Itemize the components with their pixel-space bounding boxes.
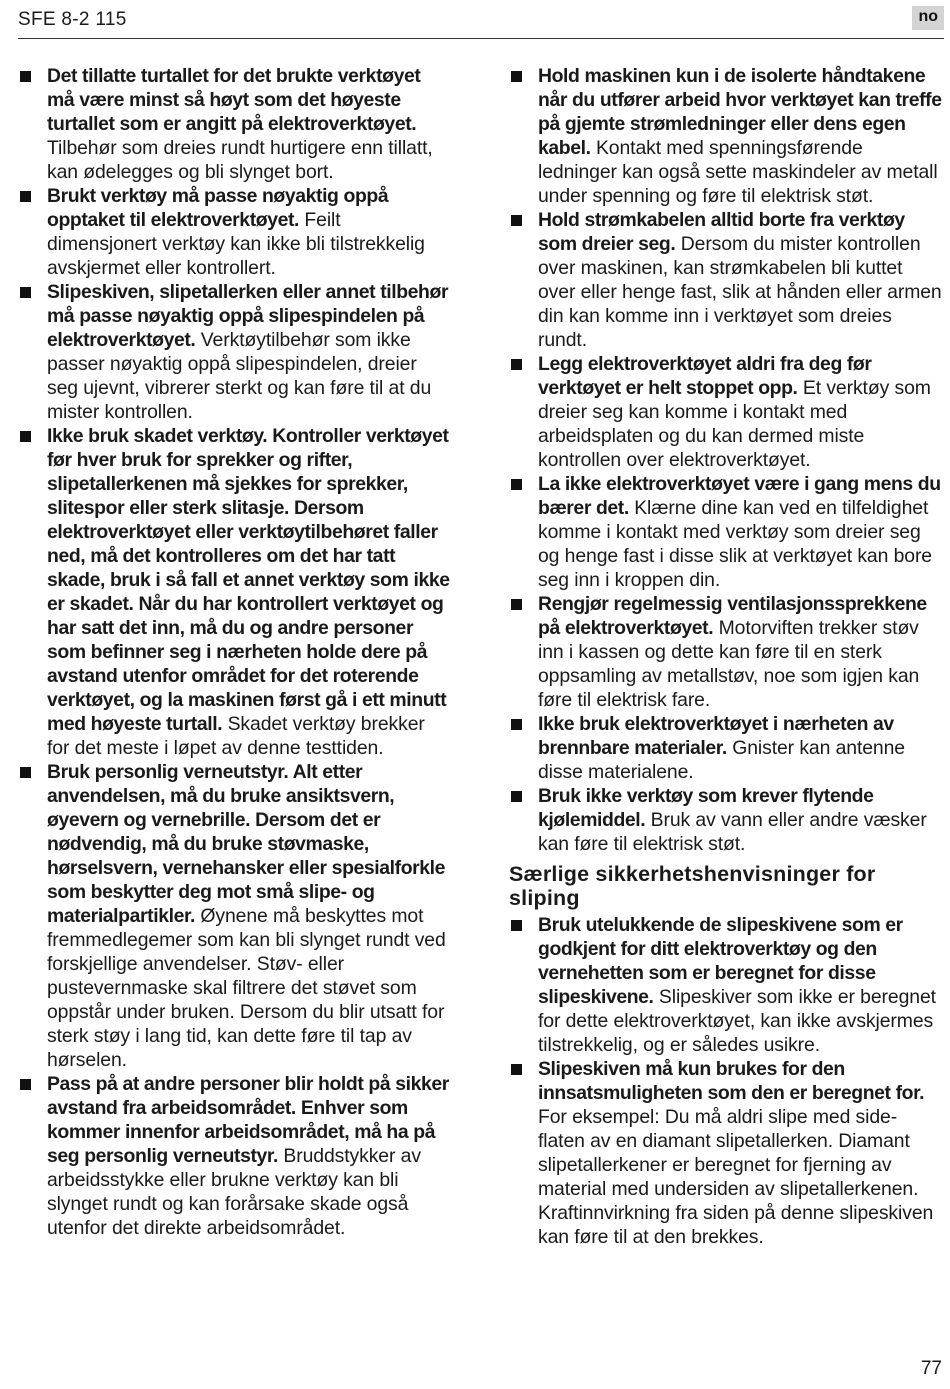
- item-text: Dersom du mister kontrollen over maskinen, kan strømkabelen bli kuttet over eller henge fast, slik at hånden eller armen din kan komme inn i verktøyet som dreies rundt.: [538, 233, 942, 351]
- document-code: SFE 8-2 115: [18, 9, 127, 30]
- item-text: For eksempel: Du må aldri slipe med side-flaten av en diamant slipetallerken. Diamant slipetallerkener er beregnet for fjerning av material med undersiden av slipetallerkenen. Kraftinnvirkning fra siden på denne slipeskiven kan føre til at den brekkes.: [538, 1106, 934, 1248]
- item-text: Skadet verktøy brekker for det meste i løpet av denne testtiden.: [47, 713, 425, 759]
- safety-item: [509, 352, 942, 472]
- safety-item: [18, 760, 450, 1072]
- square-bullet-icon: [511, 71, 522, 82]
- item-bold-text: Bruk utelukkende de slipeskivene som er godkjent for ditt elektroverktøy og den vernehetten som er beregnet for disse slipeskivene.: [538, 914, 903, 1008]
- square-bullet-icon: [511, 1064, 522, 1075]
- square-bullet-icon: [20, 1079, 31, 1090]
- item-bold-text: Bruk ikke verktøy som krever flytende kjølemiddel.: [538, 785, 874, 831]
- item-bold-text: Ikke bruk elektroverktøyet i nærheten av brennbare materialer.: [538, 713, 894, 759]
- square-bullet-icon: [511, 479, 522, 490]
- item-bold-text: Pass på at andre personer blir holdt på sikker avstand fra arbeidsområdet. Enhver som kommer innenfor arbeidsområdet, må ha på seg personlig verneutstyr.: [47, 1073, 449, 1167]
- right-column: [509, 64, 942, 1249]
- safety-item: [18, 184, 450, 280]
- safety-item: [509, 472, 942, 592]
- safety-item: [509, 592, 942, 712]
- item-bold-text: Rengjør regelmessig ventilasjonssprekkene på elektroverktøyet.: [538, 593, 927, 639]
- item-bold-text: Hold maskinen kun i de isolerte håndtakene når du utfører arbeid hvor verktøyet kan treffe på gjemte strømledninger eller dens egen kabel.: [538, 65, 942, 159]
- item-text: Tilbehør som dreies rundt hurtigere enn tillatt, kan ødelegges og bli slynget bort.: [47, 137, 433, 183]
- square-bullet-icon: [511, 791, 522, 802]
- safety-item: [509, 712, 942, 784]
- safety-item: [509, 1057, 942, 1249]
- safety-item: [18, 64, 450, 184]
- square-bullet-icon: [20, 191, 31, 202]
- item-text: Klærne dine kan ved en tilfeldighet komme i kontakt med verktøy som dreier seg og henge fast i disse slik at verktøyet kan bore seg inn i kroppen din.: [538, 497, 932, 591]
- safety-item: [509, 913, 942, 1057]
- item-text: Kontakt med spenningsførende ledninger kan også sette maskindeler av metall under spenning og føre til elektrisk støt.: [538, 137, 938, 207]
- item-text: Feilt dimensjonert verktøy kan ikke bli tilstrekkelig avskjermet eller kontrollert.: [47, 209, 425, 279]
- square-bullet-icon: [511, 599, 522, 610]
- safety-item: [18, 1072, 450, 1240]
- item-bold-text: Slipeskiven, slipetallerken eller annet tilbehør må passe nøyaktig oppå slipespindelen på elektroverktøyet.: [47, 281, 449, 351]
- square-bullet-icon: [20, 71, 31, 82]
- item-bold-text: Bruk personlig verneutstyr. Alt etter anvendelsen, må du bruke ansiktsvern, øyevern og vernebrille. Dersom det er nødvendig, må du bruke støvmaske, hørselsvern, vernehansker eller spesialforkle som beskytter deg mot små slipe- og materialpartikler.: [47, 761, 446, 927]
- square-bullet-icon: [511, 215, 522, 226]
- item-bold-text: Brukt verktøy må passe nøyaktig oppå opptaket til elektroverktøyet.: [47, 185, 389, 231]
- item-text: Bruddstykker av arbeidsstykke eller brukne verktøy kan bli slynget rundt og kan forårsake skade også utenfor det direkte arbeidsområdet.: [47, 1145, 421, 1239]
- item-text: Verktøytilbehør som ikke passer nøyaktig oppå slipespindelen, dreier seg ujevnt, vibrerer sterkt og kan føre til at du mister kontrollen.: [47, 329, 432, 423]
- square-bullet-icon: [20, 287, 31, 298]
- item-text: Gnister kan antenne disse materialene.: [538, 737, 905, 783]
- item-text: Slipeskiver som ikke er beregnet for dette elektroverktøyet, kan ikke avskjermes tilstrekkelig, og er således usikre.: [538, 986, 936, 1056]
- item-bold-text: Legg elektroverktøyet aldri fra deg før verktøyet er helt stoppet opp.: [538, 353, 872, 399]
- safety-item: [509, 208, 942, 352]
- item-bold-text: Ikke bruk skadet verktøy. Kontroller verktøyet før hver bruk for sprekker og rifter, slipetallerkenen må sjekkes for sprekker, slitespor eller sterk slitasje. Dersom elektroverktøyet eller verktøytilbehøret faller ned, må det kontrolleres om det har tatt skade, bruk i så fall et annet verktøy som ikke er skadet. Når du har kontrollert verktøyet og har satt det inn, må du og andre personer som befinner seg i nærheten holde dere på avstand utenfor området for det roterende verktøyet, og la maskinen først gå i ett minutt med høyeste turtall.: [47, 425, 450, 735]
- safety-item: [509, 784, 942, 856]
- square-bullet-icon: [20, 767, 31, 778]
- section-heading: Særlige sikkerhetshenvisninger for sliping: [509, 862, 876, 910]
- item-text: Et verktøy som dreier seg kan komme i kontakt med arbeidsplaten og du kan dermed miste kontrollen over elektroverktøyet.: [538, 377, 931, 471]
- item-text: Motorviften trekker støv inn i kassen og dette kan føre til en sterk oppsamling av metallstøv, noe som igjen kan føre til elektrisk fare.: [538, 617, 920, 711]
- safety-item: [18, 280, 450, 424]
- square-bullet-icon: [511, 359, 522, 370]
- item-text: Øynene må beskyttes mot fremmedlegemer som kan bli slynget rundt ved forskjellige anvendelser. Støv- eller pustevernmaske skal filtrere det støvet som oppstår under bruken. Dersom du blir utsatt for sterk støy i lang tid, kan dette føre til tap av hørselen.: [47, 905, 446, 1071]
- safety-item: [509, 64, 942, 208]
- square-bullet-icon: [511, 920, 522, 931]
- item-bold-text: Slipeskiven må kun brukes for den innsatsmuligheten som den er beregnet for.: [538, 1058, 925, 1104]
- item-text: Bruk av vann eller andre væsker kan føre til elektrisk støt.: [538, 809, 927, 855]
- square-bullet-icon: [511, 719, 522, 730]
- square-bullet-icon: [20, 431, 31, 442]
- page-header: [18, 0, 944, 39]
- page-number: 77: [920, 1358, 942, 1379]
- item-bold-text: Hold strømkabelen alltid borte fra verktøy som dreier seg.: [538, 209, 905, 255]
- item-bold-text: Det tillatte turtallet for det brukte verktøyet må være minst så høyt som det høyeste turtallet som er angitt på elektroverktøyet.: [47, 65, 421, 135]
- safety-item: [18, 424, 450, 760]
- language-badge: no: [912, 6, 944, 30]
- left-column: [18, 64, 450, 1240]
- item-bold-text: La ikke elektroverktøyet være i gang mens du bærer det.: [538, 473, 941, 519]
